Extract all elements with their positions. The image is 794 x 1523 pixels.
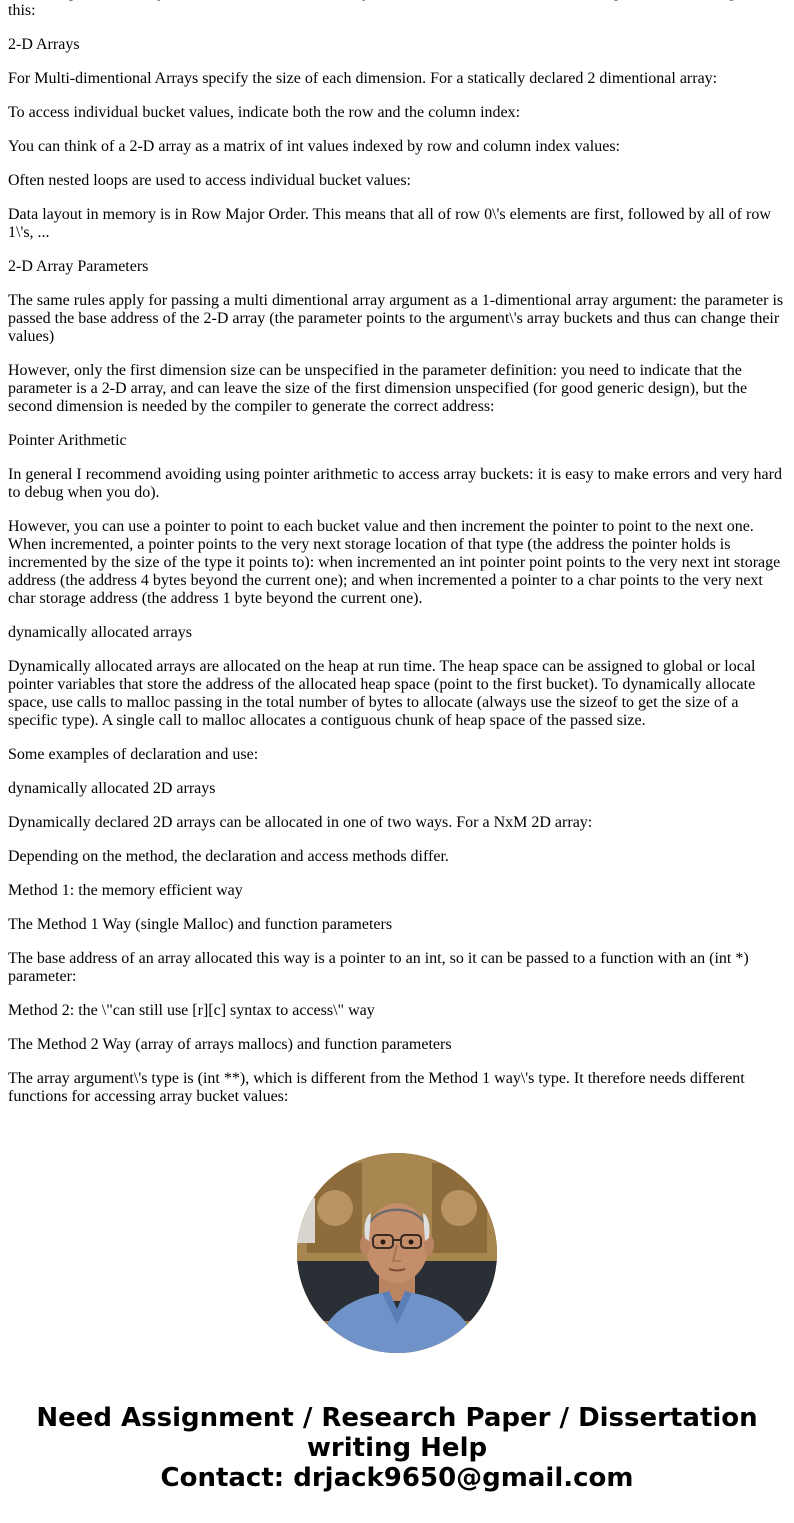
section-heading: The Method 1 Way (single Malloc) and function parameters	[8, 916, 393, 933]
article-paragraph: Depending on the method, the declaration and access methods differ.	[8, 848, 449, 865]
article-paragraph: Some examples of declaration and use:	[8, 746, 259, 763]
section-heading: dynamically allocated arrays	[8, 624, 192, 641]
article-paragraph: However, only the first dimension size can be unspecified in the parameter definition: you need to indicate that the parameter is a 2-D array, and can leave the size of the first dimension unspecified (for good generic design), but the second dimension is needed by the compiler to generate the correct address:	[8, 362, 748, 415]
author-portrait-image	[297, 1153, 497, 1353]
section-heading: Method 1: the memory efficient way	[8, 882, 243, 899]
cta-line-help: writing Help	[306, 1433, 488, 1463]
article-paragraph: The base address of an array allocated this way is a pointer to an int, so it can be passed to a function with an (int *) parameter:	[8, 950, 749, 985]
article-paragraph: For Multi-dimentional Arrays specify the size of each dimension. For a statically declared 2 dimentional array:	[8, 70, 718, 87]
contact-banner	[0, 1403, 794, 1493]
article-paragraph: Dynamically declared 2D arrays can be allocated in one of two ways. For a NxM 2D array:	[8, 814, 593, 831]
article-paragraph: this:	[8, 2, 36, 19]
section-heading: Method 2: the \"can still use [r][c] syntax to access\" way	[8, 1002, 375, 1019]
article-paragraph: To access individual bucket values, indicate both the row and the column index:	[8, 104, 521, 121]
cta-line-assignment: Need Assignment / Research Paper / Dissertation	[36, 1403, 758, 1433]
section-heading: dynamically allocated 2D arrays	[8, 780, 216, 797]
article-paragraph: Data layout in memory is in Row Major Order. This means that all of row 0\'s elements are first, followed by all of row 1\'s, ...	[8, 206, 771, 241]
article-paragraph: Dynamically allocated arrays are allocated on the heap at run time. The heap space can be assigned to global or local pointer variables that store the address of the allocated heap space (point to the first bucket). To dynamically allocate space, use calls to malloc passing in the total number of bytes to allocate (always use the sizeof to get the size of a specific type). A single call to malloc allocates a contiguous chunk of heap space of the passed size.	[8, 658, 756, 729]
article-paragraph: The array argument\'s type is (int **), which is different from the Method 1 way\'s type. It therefore needs different functions for accessing array bucket values:	[8, 1070, 745, 1105]
section-heading: 2-D Arrays	[8, 36, 80, 53]
article-paragraph: Often nested loops are used to access individual bucket values:	[8, 172, 411, 189]
article-paragraph: You can think of a 2-D array as a matrix of int values indexed by row and column index values:	[8, 138, 620, 155]
section-heading: Pointer Arithmetic	[8, 432, 127, 449]
author-avatar	[297, 1153, 497, 1353]
article-paragraph: The same rules apply for passing a multi dimentional array argument as a 1-dimentional array argument: the parameter is passed the base address of the 2-D array (the parameter points to the argument\'s array buckets and thus can change their values)	[8, 292, 784, 345]
article-body	[8, 0, 786, 1122]
cta-line-contact: Contact: drjack9650@gmail.com	[160, 1463, 634, 1493]
article-paragraph: In general I recommend avoiding using pointer arithmetic to access array buckets: it is easy to make errors and very hard to debug when you do).	[8, 466, 782, 501]
section-heading: The Method 2 Way (array of arrays mallocs) and function parameters	[8, 1036, 452, 1053]
article-paragraph: However, you can use a pointer to point to each bucket value and then increment the pointer to point to the next one. When incremented, a pointer points to the very next storage location of that type (the address the pointer holds is incremented by the size of the type it points to): when incremented an int pointer point points to the very next int storage address (the address 4 bytes beyond the current one); and when incremented a pointer to a char points to the very next char storage address (the address 1 byte beyond the current one).	[8, 518, 781, 607]
section-heading: 2-D Array Parameters	[8, 258, 149, 275]
